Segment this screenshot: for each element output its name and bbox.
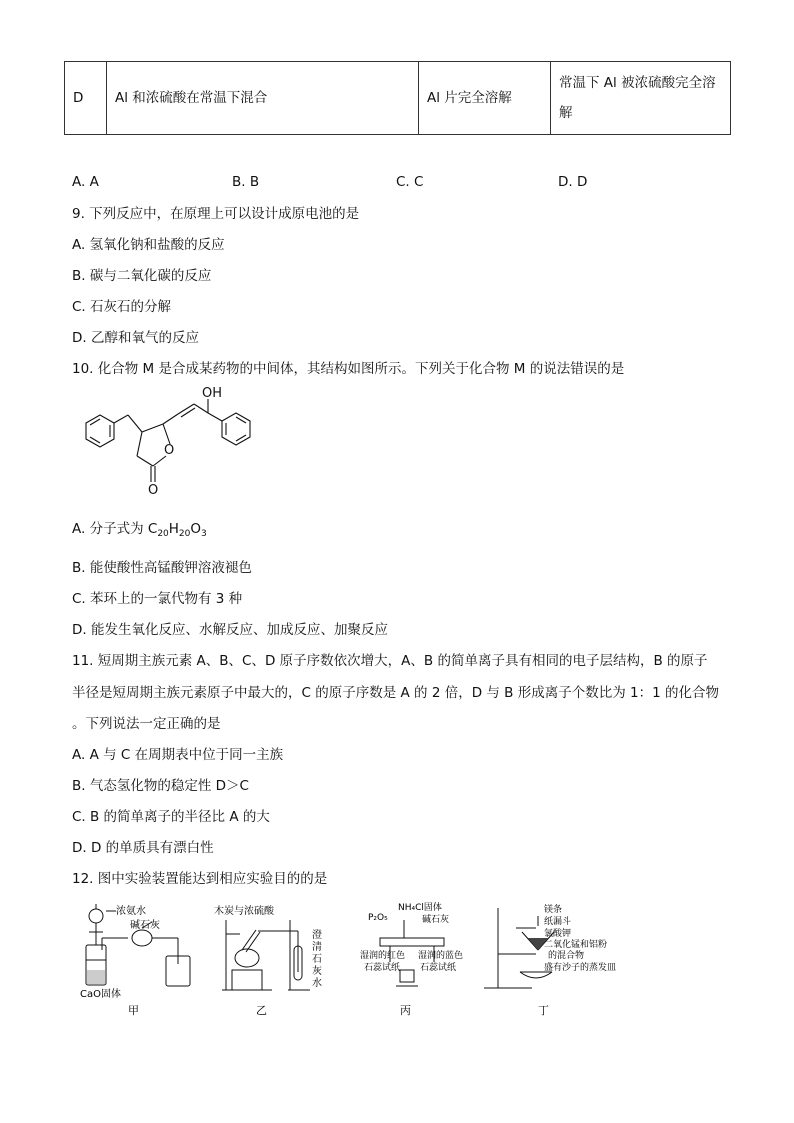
apparatus-yi [214, 900, 334, 1018]
q11-stem-line-2: 半径是短周期主族元素原子中最大的，C 的原子序数是 A 的 2 倍，D 与 B 形成离子个数比为 1：1 的化合物 [72, 685, 719, 701]
answer-table [64, 61, 731, 135]
jia-text-cao: CaO固体 [80, 989, 121, 1000]
formula-o-count: 3 [201, 529, 207, 539]
q11-option-c: C. B 的简单离子的半径比 A 的大 [72, 809, 270, 825]
compound-m-structure [70, 384, 270, 500]
q11-option-d: D. D 的单质具有漂白性 [72, 840, 214, 856]
formula-h: H [168, 521, 179, 537]
yi-text-1: 澄 [312, 930, 322, 941]
q9-option-d: D. 乙醇和氧气的反应 [72, 330, 199, 346]
q12-stem: 12. 图中实验装置能达到相应实验目的的是 [72, 871, 328, 887]
jia-text-ammonia: 浓氨水 [116, 906, 146, 917]
ding-text-funnel: 纸漏斗 [544, 917, 572, 927]
ring-o-label: O [164, 443, 175, 458]
ding-text-mixture: 的混合物 [548, 951, 585, 961]
ding-label: 丁 [538, 1004, 549, 1017]
q8-option-b: B. B [232, 174, 260, 190]
q10-option-a [72, 520, 207, 543]
yi-text-3: 石 [312, 954, 322, 965]
bing-text-red-2: 石蕊试纸 [364, 963, 401, 973]
table-row [65, 62, 731, 135]
q8-option-d: D. D [558, 174, 588, 190]
carbonyl-o-label: O [148, 483, 159, 498]
table-cell-operation: Al 和浓硫酸在常温下混合 [107, 62, 419, 135]
apparatus-jia [80, 900, 200, 1018]
q10-option-b: B. 能使酸性高锰酸钾溶液褪色 [72, 560, 252, 576]
apparatus-ding [482, 900, 632, 1018]
q11-option-a: A. A 与 C 在周期表中位于同一主族 [72, 747, 284, 763]
table-cell-option: D [65, 62, 107, 135]
yi-text-4: 灰 [312, 966, 322, 977]
q10-option-d: D. 能发生氧化反应、水解反应、加成反应、加聚反应 [72, 622, 388, 638]
q9-option-a: A. 氢氧化钠和盐酸的反应 [72, 237, 225, 253]
q11-option-b: B. 气态氢化物的稳定性 D＞C [72, 778, 249, 794]
q8-option-c: C. C [396, 174, 424, 190]
table-cell-phenomenon: Al 片完全溶解 [419, 62, 551, 135]
bing-text-p2o5: P₂O₅ [368, 913, 388, 923]
ding-text-kclo3: 氯酸钾 [544, 929, 572, 939]
ding-text-dish: 盛有沙子的蒸发皿 [544, 963, 617, 973]
bing-text-red-1: 湿润的红色 [360, 951, 406, 961]
q9-stem: 9. 下列反应中，在原理上可以设计成原电池的是 [72, 206, 360, 222]
q10-stem: 10. 化合物 M 是合成某药物的中间体，其结构如图所示。下列关于化合物 M 的说法错误的是 [72, 361, 625, 377]
yi-text-2: 清 [312, 942, 322, 953]
ding-text-mg: 镁条 [544, 905, 563, 915]
q10-option-c: C. 苯环上的一氯代物有 3 种 [72, 591, 243, 607]
bing-text-blue-1: 湿润的蓝色 [418, 951, 464, 961]
q8-option-a: A. A [72, 174, 99, 190]
q9-option-c: C. 石灰石的分解 [72, 299, 172, 315]
apparatus-bing [360, 900, 470, 1018]
q11-stem-line-1: 11. 短周期主族元素 A、B、C、D 原子序数依次增大，A、B 的简单离子具有相同的电子层结构，B 的原子 [72, 653, 708, 669]
bing-text-soda-lime: 碱石灰 [422, 915, 450, 925]
bing-text-nh4cl: NH₄Cl固体 [398, 903, 442, 913]
oh-label: OH [202, 386, 223, 401]
bing-text-blue-2: 石蕊试纸 [420, 963, 457, 973]
yi-label: 乙 [256, 1004, 267, 1017]
q9-option-b: B. 碳与二氧化碳的反应 [72, 268, 212, 284]
jia-text-soda-lime: 碱石灰 [130, 920, 160, 931]
ding-text-mno2: 二氧化锰和铝粉 [544, 940, 608, 950]
q11-stem-line-3: 。下列说法一定正确的是 [72, 716, 221, 732]
formula-o: O [190, 521, 202, 537]
yi-text-5: 水 [312, 978, 322, 989]
q10-option-a-prefix: A. 分子式为 [72, 521, 148, 537]
table-cell-conclusion [551, 62, 731, 135]
yi-text-reagents: 木炭与浓硫酸 [214, 906, 274, 917]
conclusion-line-1: 常温下 Al 被浓硫酸完全溶 [559, 75, 716, 91]
conclusion-line-2: 解 [559, 105, 573, 121]
bing-label: 丙 [400, 1004, 411, 1017]
formula-h-count: 20 [178, 529, 191, 539]
formula-c-count: 20 [157, 529, 169, 539]
jia-label: 甲 [128, 1004, 139, 1017]
formula-c: C [147, 521, 158, 537]
